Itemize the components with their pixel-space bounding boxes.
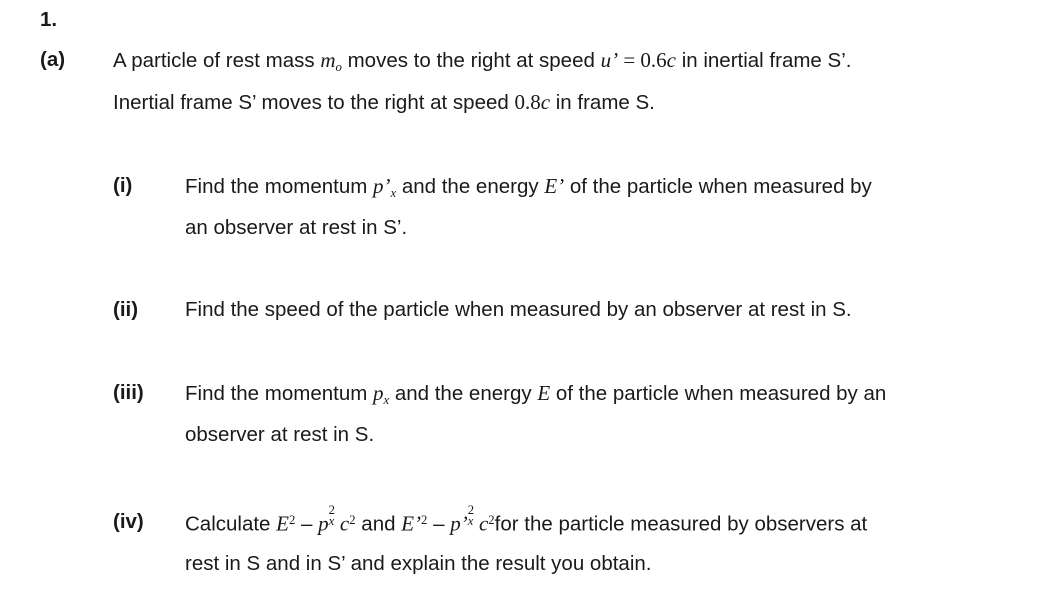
subpart-iii-line-1 [185, 381, 886, 406]
intro-text-2b: in frame S. [550, 91, 655, 114]
subpart-iv-text-a: Calculate [185, 512, 277, 536]
c-squared-exponent: 2 [349, 513, 356, 528]
subpart-iii-text-c: of the particle when measured by an [550, 382, 887, 405]
energy-prime-squared-exponent: 2 [421, 513, 428, 528]
and-text: and [355, 512, 402, 536]
intro-text-1b: moves to the right at speed [341, 49, 601, 72]
subpart-iii-label: (iii) [113, 381, 144, 404]
intro-line-1 [113, 48, 851, 73]
intro-text-1a: A particle of rest mass [113, 49, 321, 72]
speed-symbol: u’ [600, 48, 619, 72]
subpart-i-text-c: of the particle when measured by [564, 175, 872, 198]
subpart-i-line-2: an observer at rest in S’. [185, 216, 408, 239]
subpart-ii-label: (ii) [113, 298, 139, 321]
minus-sign-2: – [427, 512, 451, 536]
light-speed-symbol: c [666, 48, 676, 72]
invariant-momentum-prime-symbol: p’ [450, 511, 468, 536]
speed-value: 0.6 [640, 48, 667, 72]
invariant-c-prime-symbol: c [478, 511, 489, 536]
energy-prime-symbol: E’ [544, 174, 565, 198]
c-prime-squared-exponent: 2 [488, 513, 495, 528]
subpart-iv-line-2: rest in S and in S’ and explain the result you obtain. [185, 552, 652, 575]
intro-text-2a: Inertial frame S’ moves to the right at speed [113, 91, 515, 114]
subpart-iv-line-1 [185, 503, 868, 537]
energy-symbol: E [537, 381, 551, 405]
subpart-i-text-b: and the energy [396, 175, 545, 198]
invariant-c-symbol: c [339, 511, 350, 536]
momentum-prime-x-subscript: x [467, 513, 474, 528]
subpart-iii-line-2: observer at rest in S. [185, 423, 375, 446]
invariant-momentum-symbol: p [318, 511, 329, 536]
energy-squared-exponent: 2 [289, 513, 296, 528]
rest-mass-symbol: m [320, 48, 336, 72]
subpart-iv-label: (iv) [113, 510, 144, 533]
momentum-sub-sup-stack [328, 503, 340, 531]
subpart-iii-text-a: Find the momentum [185, 382, 373, 405]
momentum-prime-subscript: x [390, 186, 397, 201]
subpart-i-line-1 [185, 174, 872, 199]
invariant-energy-prime-symbol: E’ [401, 511, 422, 536]
frame-light-speed-symbol: c [540, 90, 551, 114]
momentum-prime-symbol: p’ [373, 174, 391, 198]
minus-sign-1: – [295, 512, 319, 536]
frame-speed-value: 0.8 [514, 90, 541, 114]
intro-line-2 [113, 90, 655, 115]
equals-sign: = [618, 48, 641, 72]
rest-mass-subscript: o [335, 60, 342, 75]
intro-text-1c: in inertial frame S’. [676, 49, 852, 72]
momentum-symbol: p [373, 381, 384, 405]
subpart-ii-text: Find the speed of the particle when measured by an observer at rest in S. [185, 298, 852, 321]
momentum-x-subscript: x [328, 513, 335, 528]
question-number: 1. [40, 8, 58, 31]
momentum-subscript: x [383, 393, 390, 408]
subpart-i-text-a: Find the momentum [185, 175, 373, 198]
invariant-energy-symbol: E [276, 511, 289, 536]
part-label: (a) [40, 48, 66, 71]
momentum-prime-sub-sup-stack [467, 503, 479, 531]
subpart-iii-text-b: and the energy [389, 382, 538, 405]
subpart-iv-text-b: for the particle measured by observers at [494, 512, 868, 536]
momentum-prime-squared-exponent: 2 [467, 503, 475, 518]
subpart-i-label: (i) [113, 174, 133, 197]
momentum-squared-exponent: 2 [328, 503, 336, 518]
